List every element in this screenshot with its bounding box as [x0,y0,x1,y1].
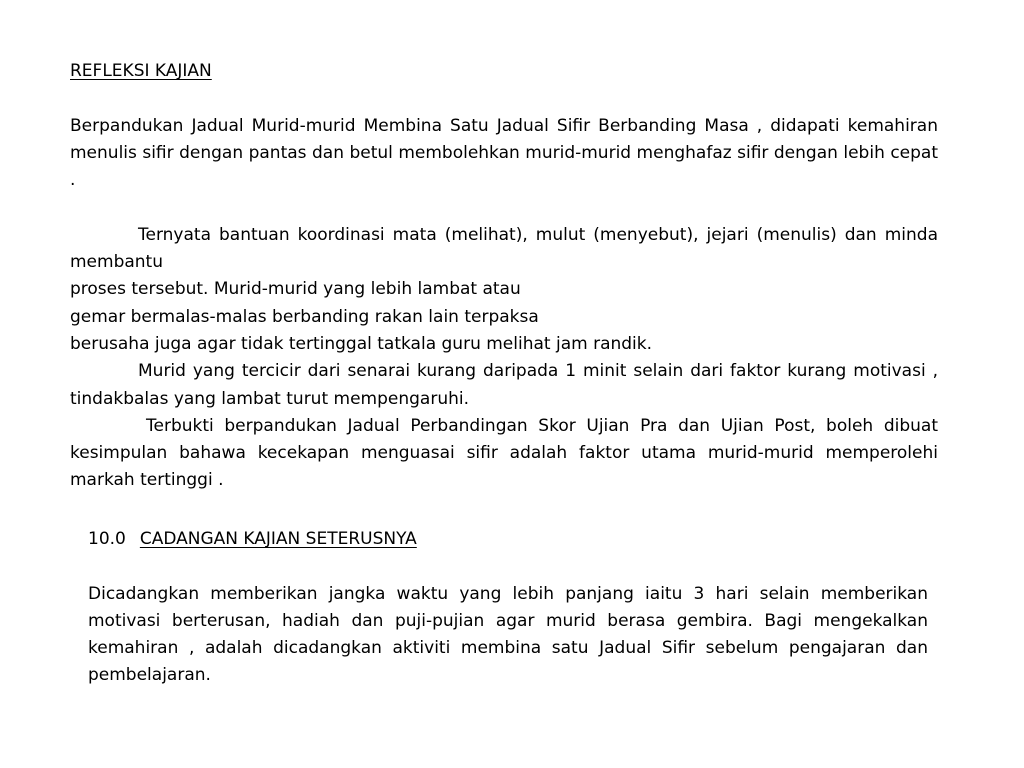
future-study-title: CADANGAN KAJIAN SETERUSNYA [139,529,417,549]
spacer [88,553,928,580]
section-number: 10.0 [88,529,126,549]
conclusion-paragraph: Terbukti berpandukan Jadual Perbandingan Skor Ujian Pra dan Ujian Post, boleh dibuat kesimpulan bahawa kecekapan menguasai sifir adalah faktor utama murid-murid memperolehi markah tertinggi . [70,415,938,491]
reflection-section [70,58,938,495]
spacer [70,85,938,112]
stopwatch-line: berusaha juga agar tidak tertinggal tatkala guru melihat jam randik. [70,333,653,354]
future-study-heading [88,526,928,553]
reflection-intro-paragraph: Berpandukan Jadual Murid-murid Membina Satu Jadual Sifir Berbanding Masa , didapati kemahiran menulis sifir dengan pantas dan betul membolehkan murid-murid menghafaz sifir dengan lebih cepat . [70,115,938,191]
motivation-paragraph: Murid yang tercicir dari senarai kurang daripada 1 minit selain dari faktor kurang motivasi , tindakbalas yang lambat turut mempengaruhi. [70,361,938,409]
reflection-title [70,58,938,85]
lazy-students-line: gemar bermalas-malas berbanding rakan lain terpaksa [70,306,539,327]
future-study-section [88,526,928,690]
coordination-paragraph: Ternyata bantuan koordinasi mata (melihat), mulut (menyebut), jejari (menulis) dan minda membantu [70,224,938,273]
future-study-paragraph: Dicadangkan memberikan jangka waktu yang lebih panjang iaitu 3 hari selain memberikan motivasi berterusan, hadiah dan puji-pujian agar murid berasa gembira. Bagi mengekalkan kemahiran , adalah dicadangkan aktiviti membina satu Jadual Sifir sebelum pengajaran dan pembelajaran. [88,583,928,686]
process-line: proses tersebut. Murid-murid yang lebih lambat atau [70,279,521,300]
reflection-title-text: REFLEKSI KAJIAN [70,61,212,81]
spacer [70,194,938,221]
